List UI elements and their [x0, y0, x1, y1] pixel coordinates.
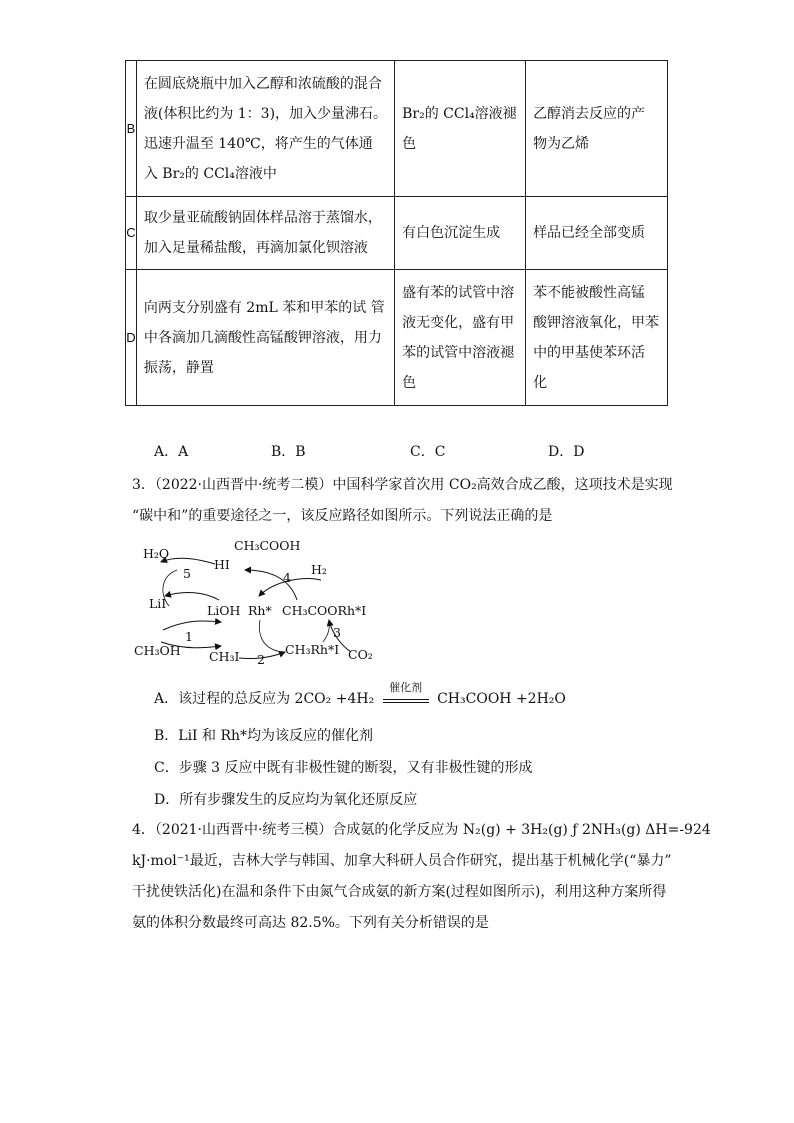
- table-row: [126, 61, 668, 197]
- q3-stem-line2: “碳中和”的重要途径之一，该反应路径如图所示。下列说法正确的是: [132, 508, 553, 524]
- phenomenon-cell: Br₂的 CCl₄溶液褪 色: [395, 61, 526, 197]
- lii-label: LiI: [149, 596, 167, 611]
- ch3rhi-label: CH₃Rh*I: [285, 642, 340, 657]
- q4-stem-line2: kJ·mol⁻¹最近，吉林大学与韩国、加拿大科研人员合作研究，提出基于机械化学(“暴力”: [132, 853, 672, 869]
- q3-option-a[interactable]: A．该过程的总反应为 2CO₂ +4H₂ 催化剂 CH₃COOH +2H₂O: [154, 681, 566, 707]
- catalyst-label: 催化剂: [389, 681, 423, 694]
- option-a[interactable]: A．A: [154, 444, 189, 460]
- step5-curve: [163, 570, 177, 606]
- option-b[interactable]: B．B: [271, 444, 306, 460]
- ch3i-label: CH₃I: [209, 649, 240, 664]
- step-2-label: 2: [257, 652, 265, 667]
- table-row: [126, 197, 668, 270]
- ch3oh-label: CH₃OH: [134, 643, 181, 658]
- table-row: [126, 270, 668, 406]
- step-4-label: 4: [283, 570, 291, 585]
- ch3cooh-label: CH₃COOH: [234, 538, 301, 553]
- experiment-table: [125, 60, 668, 406]
- row-label: D: [126, 270, 137, 406]
- h2-label: H₂: [311, 562, 327, 577]
- equals-arrow: [383, 699, 429, 703]
- phenomenon-cell: 有白色沉淀生成: [395, 197, 526, 270]
- phenomenon-cell: 盛有苯的试管中溶 液无变化，盛有甲 苯的试管中溶液褪 色: [395, 270, 526, 406]
- lioh-label: LiOH: [207, 603, 241, 618]
- step5-arrow-to-lii: [165, 593, 219, 600]
- q3-option-b[interactable]: B．LiI 和 Rh*均为该反应的催化剂: [154, 728, 374, 744]
- conclusion-cell: 苯不能被酸性高锰 酸钾溶液氧化，甲苯 中的甲基使苯环活 化: [526, 270, 668, 406]
- q4-stem-line4: 氨的体积分数最终可高达 82.5%。下列有关分析错误的是: [132, 915, 489, 931]
- step5-arrow-to-h2o: [161, 558, 215, 564]
- operation-cell: 向两支分别盛有 2mL 苯和甲苯的试 管 中各滴加几滴酸性高锰酸钾溶液，用力 振荡，静置: [136, 270, 394, 406]
- catalyst-arrow: [383, 681, 429, 703]
- q4-stem-line3: 干扰使铁活化)在温和条件下由氮气合成氨的新方案(过程如图所示)，利用这种方案所得: [132, 884, 667, 900]
- option-c[interactable]: C．C: [410, 444, 446, 460]
- step-3-label: 3: [333, 625, 341, 640]
- option-d[interactable]: D．D: [548, 444, 585, 460]
- hi-label: HI: [214, 557, 230, 572]
- q4-stem-line1: 4．（2021·山西晋中·统考三模）合成氨的化学反应为 N₂(g) + 3H₂(g) ƒ 2NH₃(g) ΔH=-924: [132, 822, 711, 838]
- operation-cell: 取少量亚硫酸钠固体样品溶于蒸馏水， 加入足量稀盐酸，再滴加氯化钡溶液: [136, 197, 394, 270]
- q3-option-c[interactable]: C．步骤 3 反应中既有非极性键的断裂，又有非极性键的形成: [154, 760, 533, 776]
- step2-curve: [259, 620, 283, 652]
- operation-cell: 在圆底烧瓶中加入乙醇和浓硫酸的混合 液(体积比约为 1：3)，加入少量沸石。 迅速升温至 140℃，将产生的气体通 入 Br₂的 CCl₄溶液中: [136, 61, 394, 197]
- q3-option-d[interactable]: D．所有步骤发生的反应均为氧化还原反应: [154, 792, 418, 808]
- conclusion-cell: 样品已经全部变质: [526, 197, 668, 270]
- rh-label: Rh*: [248, 603, 272, 618]
- co2-label: CO₂: [348, 647, 373, 662]
- row-label: B: [126, 61, 137, 197]
- reaction-pathway-diagram: [125, 534, 385, 669]
- ch3coorhi-label: CH₃COORh*I: [282, 603, 367, 618]
- q3-stem-line1: 3．（2022·山西晋中·统考二模）中国科学家首次用 CO₂高效合成乙酸，这项技术是实现: [132, 477, 673, 493]
- step-1-label: 1: [185, 629, 193, 644]
- step3-curve: [323, 622, 329, 642]
- conclusion-cell: 乙醇消去反应的产 物为乙烯: [526, 61, 668, 197]
- row-label: C: [126, 197, 137, 270]
- h2o-label: H₂O: [143, 546, 170, 561]
- step-5-label: 5: [183, 566, 191, 581]
